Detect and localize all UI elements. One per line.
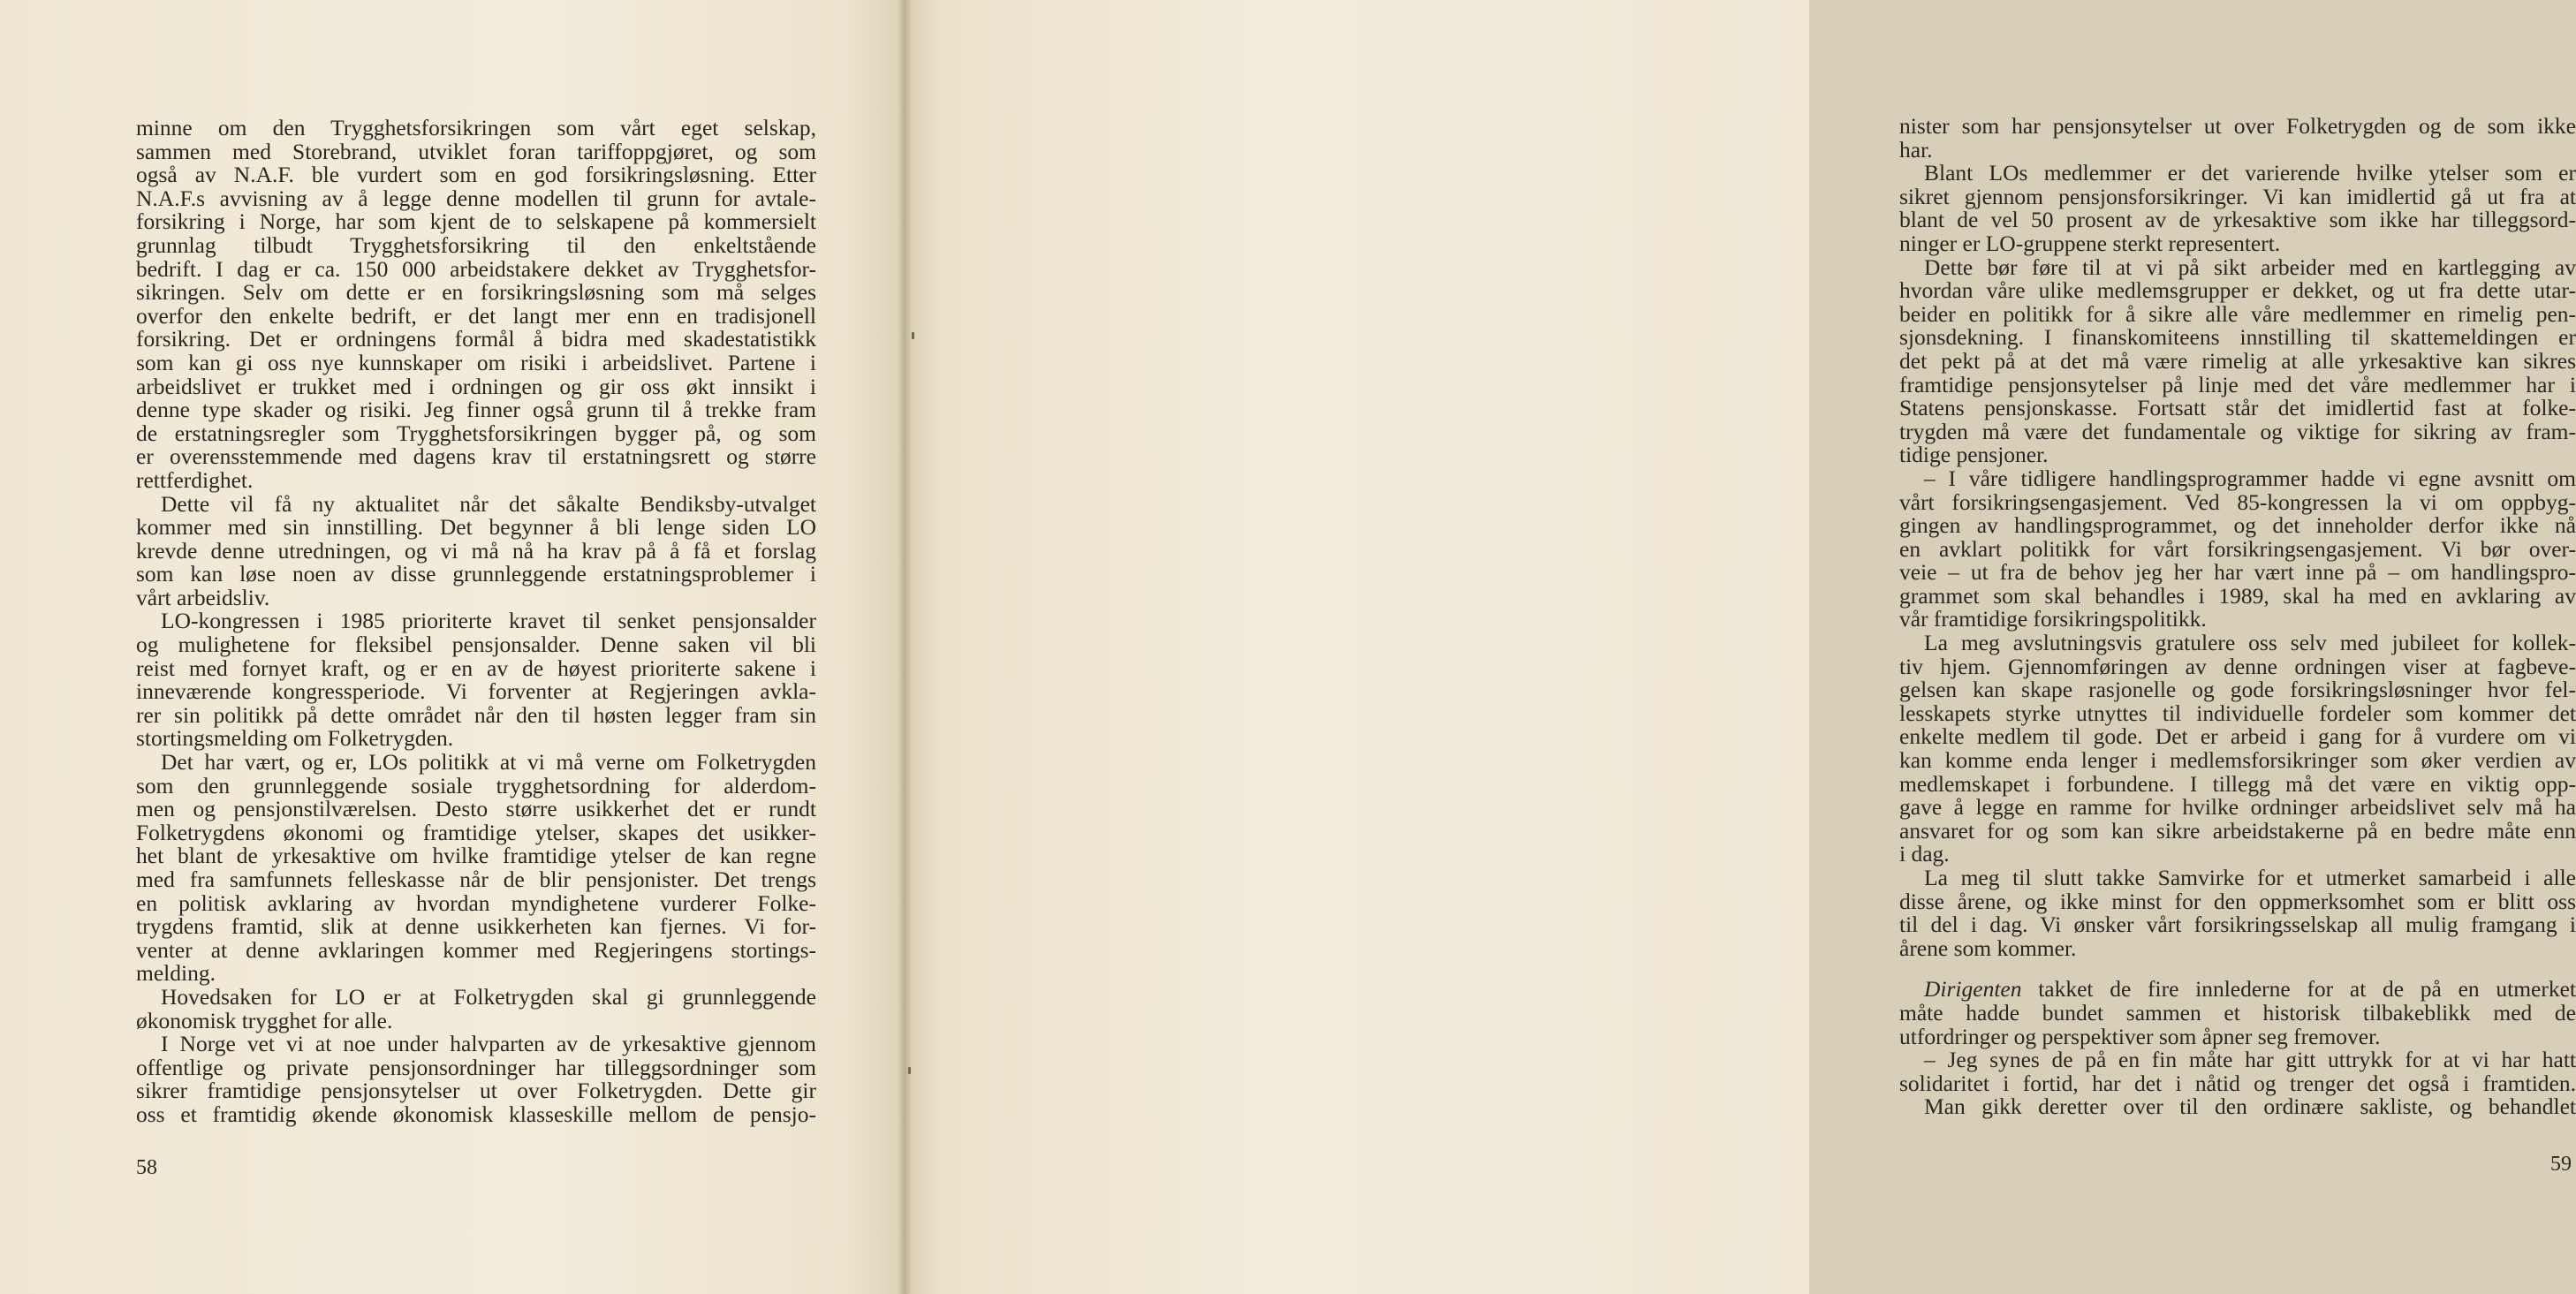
text-line: enkelte medlem til gode. Det er arbeid i gang for å vurdere om vi	[1899, 723, 2576, 750]
text-line: måte hadde bundet sammen et historisk tilbakeblikk med de	[1899, 999, 2576, 1025]
text-line: også av N.A.F. ble vurdert som en god forsikringsløsning. Etter	[136, 162, 816, 188]
text-line: som den grunnleggende sosiale trygghetsordning for alderdom-	[136, 772, 816, 798]
right-page	[905, 0, 2576, 1294]
speaker-name: Dirigenten	[1924, 976, 2022, 1003]
text-line	[1899, 978, 2576, 1002]
text-line: stortingsmelding om Folketrygden.	[136, 725, 454, 752]
text-line: minne om den Trygghetsforsikringen som vårt eget selskap,	[136, 115, 816, 140]
text-line: en politisk avklaring av hvordan myndighetene vurderer Folke-	[136, 889, 816, 916]
text-line: de erstatningsregler som Trygghetsforsikringen bygger på, og som	[136, 420, 816, 446]
text-line: til del i dag. Vi ønsker vårt forsikringsselskap all mulig framgang i	[1899, 912, 2576, 938]
left-page-text	[136, 117, 816, 1127]
text-line: utfordringer og perspektiver som åpner seg fremover.	[1899, 1023, 2381, 1049]
text-line: ansvaret for og som kan sikre arbeidstakerne på en bedre måte enn	[1899, 817, 2576, 844]
text-line: I Norge vet vi at noe under halvparten av de yrkesaktive gjennom	[161, 1031, 816, 1057]
text-line: La meg til slutt takke Samvirke for et utmerket samarbeid i alle	[1924, 865, 2576, 890]
text-line: men og pensjonstilværelsen. Desto større usikkerhet det er rundt	[136, 796, 816, 822]
text-line: venter at denne avklaringen kommer med Regjeringens stortings-	[136, 936, 816, 963]
text-line: rettferdighet.	[136, 466, 254, 493]
margin-mark	[912, 332, 914, 339]
text-line: Dette bør føre til at vi på sikt arbeider med en kartlegging av	[1924, 254, 2576, 280]
right-page-number: 59	[2550, 1153, 2572, 1176]
book-gutter	[898, 0, 912, 1294]
text-line: med fra samfunnets felleskasse når de blir pensjonister. Det trengs	[136, 866, 816, 892]
text-line: som kan gi oss nye kunnskaper om risiki i arbeidslivet. Partene i	[136, 349, 816, 375]
text-line: denne type skader og risiki. Jeg finner også grunn til å trekke fram	[136, 397, 816, 423]
text-line: lesskapets styrke utnyttes til individuelle fordeler som kommer det	[1899, 700, 2576, 726]
text-line: forsikring i Norge, har som kjent de to selskapene på kommersielt	[136, 208, 816, 235]
text-line: gelsen kan skape rasjonelle og gode forsikringsløsninger hvor fel-	[1899, 677, 2576, 703]
text-line: som kan løse noen av disse grunnleggende erstatningsproblemer i	[136, 561, 816, 587]
text-line: grunnlag tilbudt Trygghetsforsikring til den enkeltstående	[136, 231, 816, 258]
text-line: het blant de yrkesaktive om hvilke framtidige ytelser de kan regne	[136, 843, 816, 869]
text-line: melding.	[136, 960, 216, 987]
text-line: N.A.F.s avvisning av å legge denne modellen til grunn for avtale-	[136, 185, 816, 211]
text-line: Det har vært, og er, LOs politikk at vi må verne om Folketrygden	[161, 749, 816, 776]
text-line: framtidige pensjonsytelser på linje med det våre medlemmer har i	[1899, 371, 2576, 397]
text-line: grammet som skal behandles i 1989, skal ha med en avklaring av	[1899, 582, 2576, 609]
text-line: veie – ut fra de behov jeg her har vært inne på – om handlingspro-	[1899, 559, 2576, 586]
text-line: sammen med Storebrand, utviklet foran tariffoppgjøret, og som	[136, 138, 816, 164]
text-line: tidige pensjoner.	[1899, 442, 2049, 468]
text-line: blant de vel 50 prosent av de yrkesaktive som ikke har tilleggsord-	[1899, 207, 2576, 233]
text-line: solidaritet i fortid, har det i nåtid og trenger det også i framtiden.	[1899, 1070, 2576, 1096]
text-line: oss et framtidig økende økonomisk klasseskille mellom de pensjo-	[136, 1101, 816, 1127]
text-line: inneværende kongressperiode. Vi forventer at Regjeringen avkla-	[136, 678, 816, 705]
text-line: det pekt på at det må være rimelig at alle yrkesaktive kan sikres	[1899, 347, 2576, 374]
right-page-text	[1899, 115, 2576, 1119]
text-line: kommer med sin innstilling. Det begynner å bli lenge siden LO	[136, 514, 816, 541]
text-line: Dette vil få ny aktualitet når det såkalte Bendiksby-utvalget	[161, 490, 816, 517]
text-line: sikringen. Selv om dette er en forsikringsløsning som må selges	[136, 279, 816, 306]
text-line: bedrift. I dag er ca. 150 000 arbeidstakere dekket av Trygghetsfor-	[136, 255, 816, 282]
text-line: disse årene, og ikke minst for den oppmerksomhet som er blitt oss	[1899, 888, 2576, 914]
text-line: sikrer framtidige pensjonsytelser ut over Folketrygden. Dette gir	[136, 1078, 816, 1104]
text-line: rer sin politikk på dette området når den til høsten legger fram sin	[136, 701, 816, 728]
text-line: Man gikk deretter over til den ordinære sakliste, og behandlet	[1924, 1093, 2576, 1120]
text-line: overfor den enkelte bedrift, er det langt mer enn en tradisjonell	[136, 302, 816, 329]
text-line: trygdens framtid, slik at denne usikkerheten kan fjernes. Vi for-	[136, 913, 816, 940]
text-line: i dag.	[1899, 841, 1950, 867]
text-line: vår framtidige forsikringspolitikk.	[1899, 606, 2207, 632]
text-line: gave å legge en ramme for hvilke ordninger arbeidslivet selv må ha	[1899, 794, 2576, 821]
line-text: takket de fire innlederne for at de på en utmerket	[2038, 976, 2576, 1003]
text-line: kan komme enda lenger i medlemsforsikringer som øker verdien av	[1899, 747, 2576, 774]
text-line: – I våre tidligere handlingsprogrammer hadde vi egne avsnitt om	[1924, 465, 2576, 491]
text-line: har.	[1899, 136, 1933, 163]
left-page	[0, 0, 905, 1294]
text-line: økonomisk trygghet for alle.	[136, 1007, 393, 1033]
text-line: ninger er LO-gruppene sterkt representert.	[1899, 230, 2281, 256]
text-line: krevde denne utredningen, og vi må nå ha krav på å få et forslag	[136, 537, 816, 564]
text-line: sikret gjennom pensjonsforsikringer. Vi kan imidlertid gå ut fra at	[1899, 183, 2576, 209]
text-line: arbeidslivet er trukket med i ordningen og gir oss økt innsikt i	[136, 373, 816, 399]
text-line: nister som har pensjonsytelser ut over Folketrygden og de som ikke	[1899, 113, 2576, 139]
text-line: årene som kommer.	[1899, 935, 2077, 961]
text-line: Blant LOs medlemmer er det varierende hvilke ytelser som er	[1924, 160, 2576, 186]
text-line: reist med fornyet kraft, og er en av de høyest prioriterte sakene i	[136, 655, 816, 681]
text-line: gingen av handlingsprogrammet, og det inneholder derfor ikke nå	[1899, 512, 2576, 539]
text-line: trygden må være det fundamentale og viktige for sikring av fram-	[1899, 418, 2576, 444]
text-line: forsikring. Det er ordningens formål å bidra med skadestatistikk	[136, 326, 816, 352]
text-line: medlemskapet i forbundene. I tillegg må det være en viktig opp-	[1899, 770, 2576, 797]
left-page-number: 58	[136, 1156, 157, 1179]
text-line: – Jeg synes de på en fin måte har gitt uttrykk for at vi har hatt	[1924, 1047, 2576, 1073]
text-line: La meg avslutningsvis gratulere oss selv med jubileet for kollek-	[1924, 630, 2576, 656]
text-line: Hovedsaken for LO er at Folketrygden skal gi grunnleggende	[161, 983, 816, 1010]
text-line: er overensstemmende med dagens krav til erstatningsrett og større	[136, 443, 816, 470]
text-line: tiv hjem. Gjennomføringen av denne ordningen viser at fagbeve-	[1899, 653, 2576, 679]
text-line: en avklart politikk for vårt forsikringsengasjement. Vi bør over-	[1899, 535, 2576, 562]
text-line: LO-kongressen i 1985 prioriterte kravet til senket pensjonsalder	[161, 608, 816, 634]
text-line: vårt arbeidsliv.	[136, 584, 270, 610]
text-line: vårt forsikringsengasjement. Ved 85-kongressen la vi om oppbyg-	[1899, 488, 2576, 515]
text-line: og mulighetene for fleksibel pensjonsalder. Denne saken vil bli	[136, 632, 816, 658]
text-line: Statens pensjonskasse. Fortsatt står det imidlertid fast at folke-	[1899, 395, 2576, 421]
text-line: Folketrygdens økonomi og framtidige ytelser, skapes det usikker-	[136, 819, 816, 845]
text-line: hvordan våre ulike medlemsgrupper er dekket, og ut fra dette utar-	[1899, 277, 2576, 304]
text-line: offentlige og private pensjonsordninger har tilleggsordninger som	[136, 1054, 816, 1080]
text-line: beider en politikk for å sikre alle våre medlemmer en rimelig pen-	[1899, 300, 2576, 327]
text-line: sjonsdekning. I finanskomiteens innstilling til skattemeldingen er	[1899, 324, 2576, 351]
